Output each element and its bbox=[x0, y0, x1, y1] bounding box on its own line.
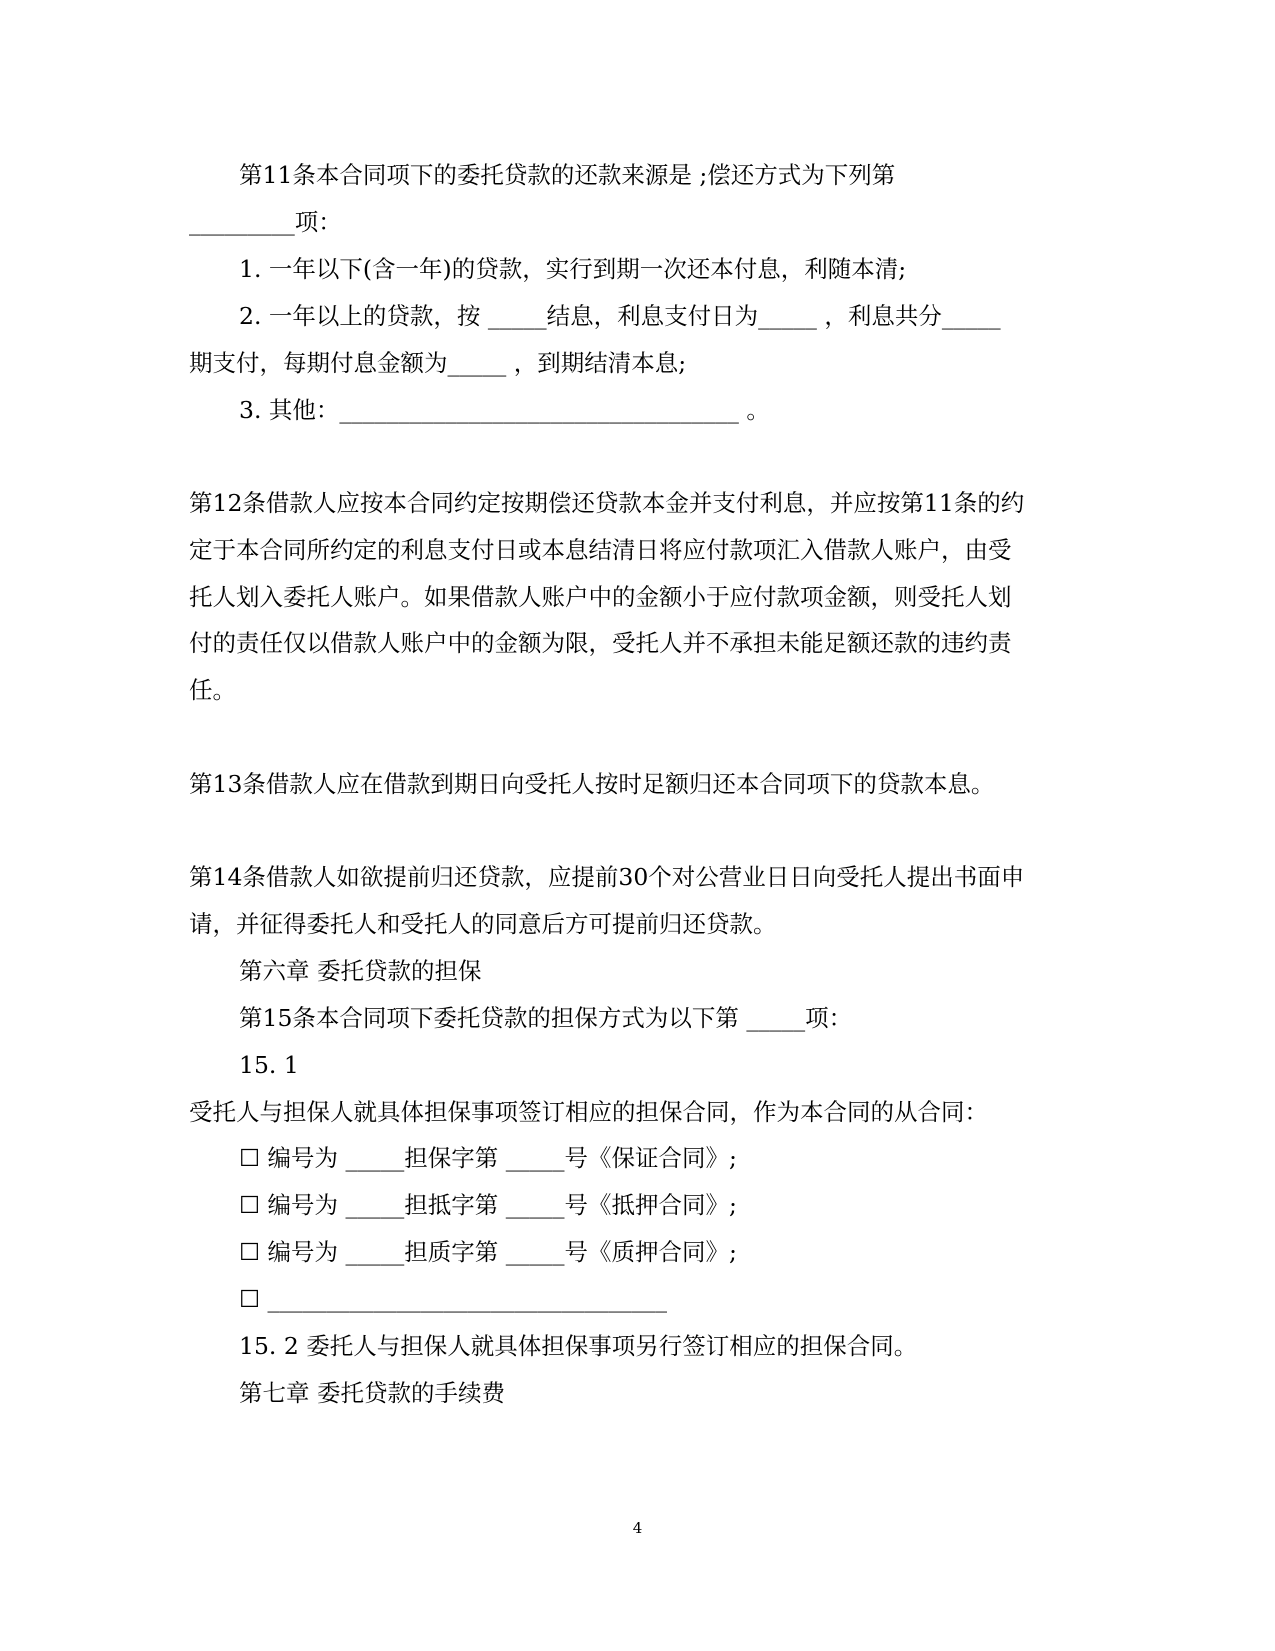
clause-15-2: 15. 2 委托人与担保人就具体担保事项另行签订相应的担保合同。 bbox=[239, 1332, 918, 1360]
checkbox-item-mortgage: ☐ 编号为 _____担抵字第 _____号《抵押合同》; bbox=[239, 1191, 737, 1219]
clause-15-1-number: 15. 1 bbox=[239, 1051, 299, 1079]
clause-14-line-2: 请，并征得委托人和受托人的同意后方可提前归还贷款。 bbox=[189, 910, 777, 938]
clause-12-line-5: 任。 bbox=[189, 676, 236, 704]
clause-15-1-text: 受托人与担保人就具体担保事项签订相应的担保合同，作为本合同的从合同： bbox=[189, 1098, 988, 1126]
checkbox-item-other: ☐ __________________________________ bbox=[239, 1285, 668, 1313]
clause-11-line-1: 第11条本合同项下的委托贷款的还款来源是 ;偿还方式为下列第 bbox=[239, 161, 896, 189]
clause-11-item-3: 3. 其他：__________________________________ 。 bbox=[239, 396, 770, 424]
clause-11-item-2-cont: 期支付，每期付息金额为_____ ，到期结清本息; bbox=[189, 349, 687, 377]
clause-13: 第13条借款人应在借款到期日向受托人按时足额归还本合同项下的贷款本息。 bbox=[189, 770, 995, 798]
clause-11-item-1: 1. 一年以下(含一年)的贷款，实行到期一次还本付息，利随本清; bbox=[239, 255, 907, 283]
clause-14-line-1: 第14条借款人如欲提前归还贷款，应提前30个对公营业日日向受托人提出书面申 bbox=[189, 863, 1025, 891]
clause-12-line-3: 托人划入委托人账户。如果借款人账户中的金额小于应付款项金额，则受托人划 bbox=[189, 583, 1012, 611]
clause-12-line-2: 定于本合同所约定的利息支付日或本息结清日将应付款项汇入借款人账户，由受 bbox=[189, 536, 1012, 564]
checkbox-item-pledge: ☐ 编号为 _____担质字第 _____号《质押合同》; bbox=[239, 1238, 737, 1266]
chapter-6-heading: 第六章 委托贷款的担保 bbox=[239, 957, 482, 985]
clause-11-line-2: _________项： bbox=[189, 208, 342, 236]
chapter-7-heading: 第七章 委托贷款的手续费 bbox=[239, 1379, 505, 1407]
page-number: 4 bbox=[632, 1519, 643, 1537]
clause-15: 第15条本合同项下委托贷款的担保方式为以下第 _____项： bbox=[239, 1004, 853, 1032]
clause-12-line-4: 付的责任仅以借款人账户中的金额为限，受托人并不承担未能足额还款的违约责 bbox=[189, 629, 1012, 657]
checkbox-item-guarantee: ☐ 编号为 _____担保字第 _____号《保证合同》; bbox=[239, 1144, 737, 1172]
clause-12-line-1: 第12条借款人应按本合同约定按期偿还贷款本金并支付利息，并应按第11条的约 bbox=[189, 489, 1025, 517]
clause-11-item-2: 2. 一年以上的贷款，按 _____结息，利息支付日为_____ ，利息共分_____ bbox=[239, 302, 1001, 330]
